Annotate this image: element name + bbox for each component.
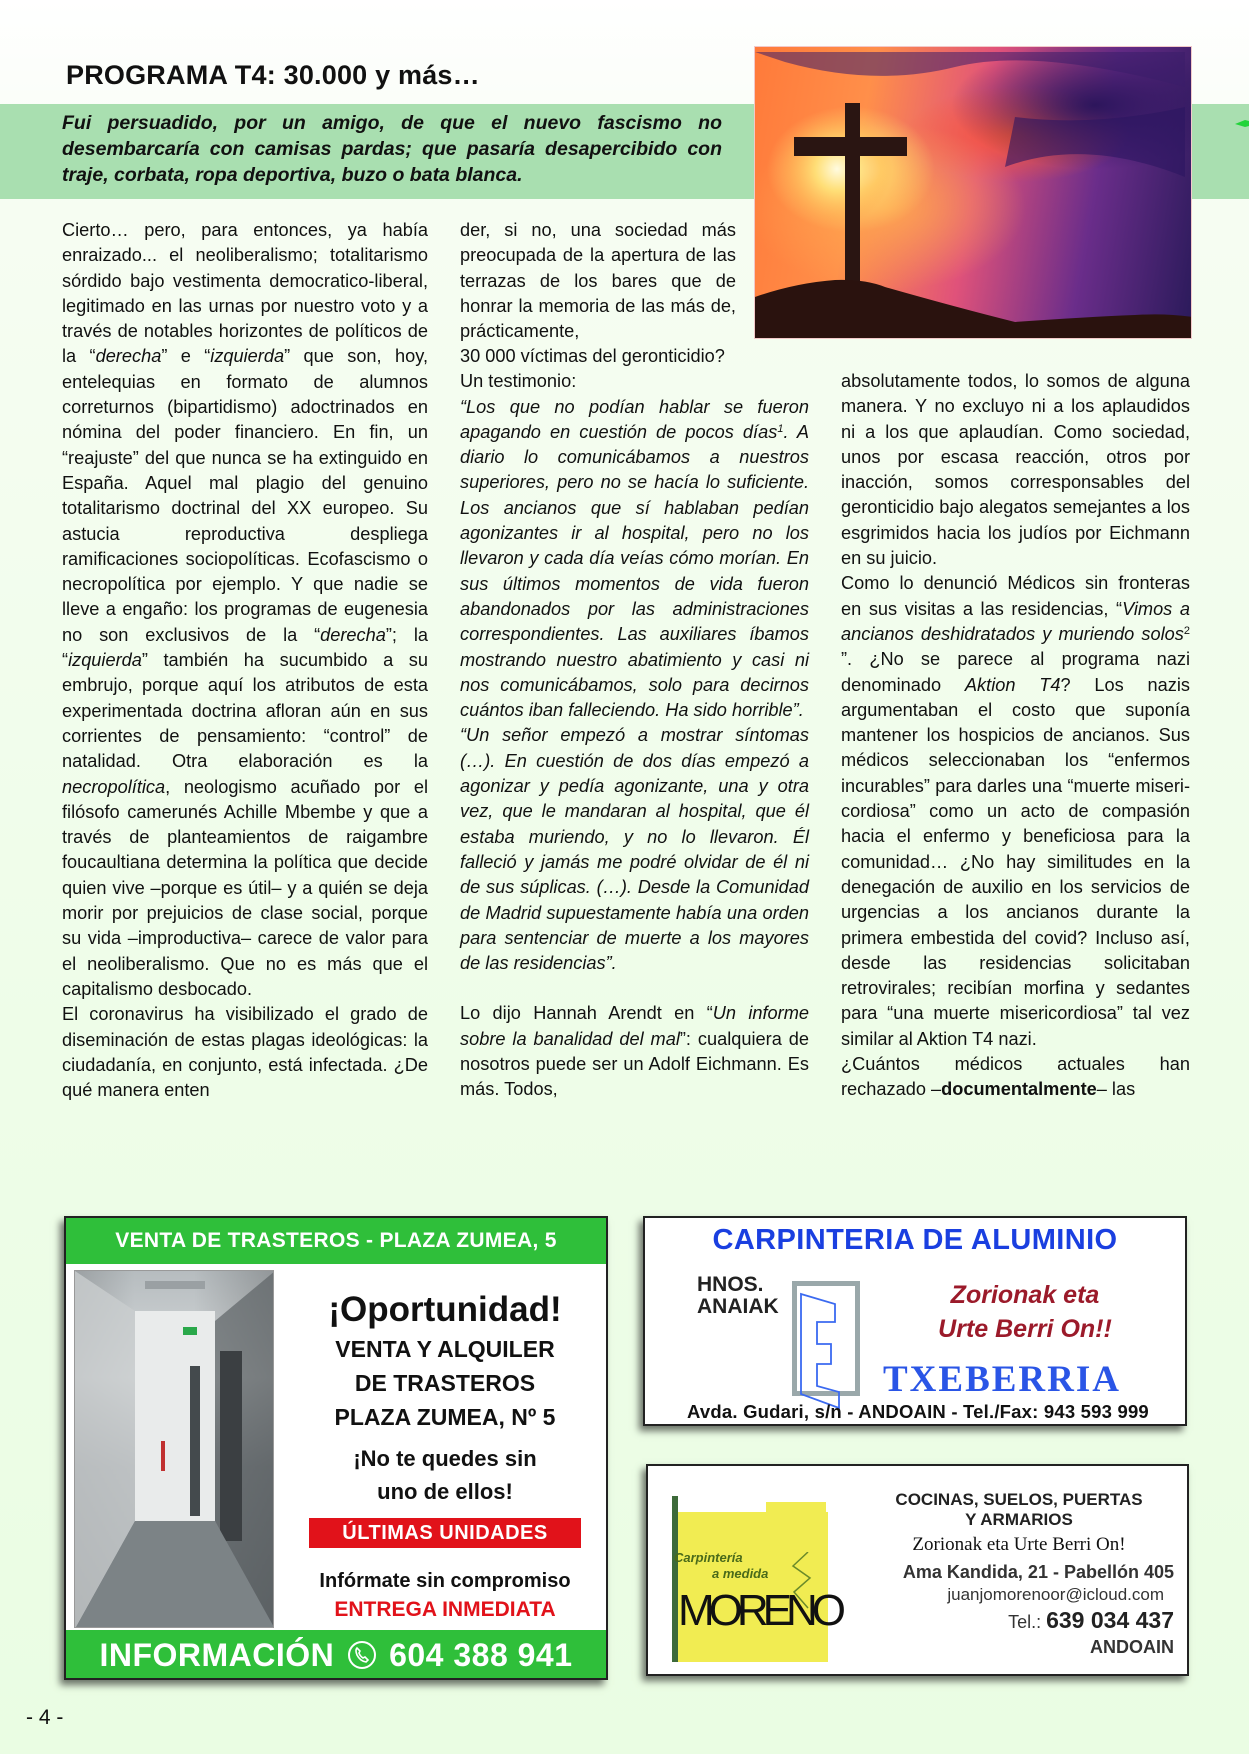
article-title: PROGRAMA T4: 30.000 y más… (66, 60, 480, 90)
article-lede: Fui persuadido, por un amigo, de que el nuevo fascismo no desembarcaría con camisas pardas; que pasaría desapercibido con traje, corbata, ropa deportiva, buzo o bata blanca. (62, 112, 722, 186)
moreno-logotype: MORENO (678, 1586, 840, 1635)
green-arrow-icon (1235, 117, 1249, 131)
paragraph: 30 000 víctimas del geronticidio? (460, 346, 725, 366)
article-column-3 (841, 369, 1190, 1103)
ad-trasteros-copy: ¡Oportunidad! VENTA Y ALQUILER DE TRASTEROS PLAZA ZUMEA, Nº 5 ¡No te quedes sin uno de ellos! ÚLTIMAS UNIDADES Infórmate sin compromiso ENTREGA INMEDIATA (286, 1270, 604, 1624)
ad-trasteros-footer: INFORMACIÓN 604 388 941 (66, 1630, 606, 1678)
ad-carpinteria-moreno[interactable] (646, 1464, 1189, 1676)
testimony-quote-1: “Los que no podían hablar se fueron apagando en cuestión de pocos días$^1$. A diario lo comunicábamos a nuestros superiores, pero no se hacía lo suficiente. Los ancianos que sí hablaban pedían agonizantes ir al hospital, pero no los llevaron y cada día veías cómo morían. En sus últimos momentos de vida fueron abandonados por las administraciones correspondientes. Las auxiliares íbamos mostrando nuestro abatimiento y casi ni nos comunicábamos, solo para decirnos cuántos iban falleciendo. Ha sido horrible”. (460, 396, 810, 721)
last-units-badge: ÚLTIMAS UNIDADES (309, 1518, 581, 1548)
article-column-2-top (460, 218, 736, 344)
article-column-2 (460, 344, 809, 1103)
page-number: - 4 - (26, 1706, 64, 1729)
cross-silhouette-icon (755, 47, 1192, 339)
paragraph: Lo dijo Hannah Arendt en “Un informe sobre la banalidad del mal”: cualquiera de nosotros puede ser un Adolf Eichmann. Es más. Todos, (460, 1003, 809, 1100)
phone-number[interactable]: Tel.: 639 034 437 (1008, 1607, 1174, 1633)
footnote-ref-1: 1 (777, 422, 784, 435)
corridor-photo (74, 1270, 274, 1628)
paragraph: El coronavirus ha visibilizado el grado de diseminación de estas plagas ideológicas: la ciudadanía, en conjunto, está infectada. ¿De qué manera enten (62, 1004, 428, 1101)
paragraph: der, si no, una sociedad más preocupada de la apertura de las terrazas de los bares que de honrar la memoria de las más de, prácticamente, (460, 220, 736, 342)
ad-alum-greeting: Zorionak eta Urte Berri On!! (938, 1281, 1112, 1343)
paragraph: absolutamente todos, lo somos de alguna manera. Y no excluyo ni a los aplaudidos ni a los que aplaudían. Como sociedad, unos por escasa reacción, otros por inacción, somos corresponsables del geronticidio bajo alegatos semejantes a los esgrimidos hacia los judíos por Eichmann en su juicio. (841, 371, 1190, 569)
paragraph: Como lo denunció Médicos sin fronteras en sus visitas a las residencias, “Vimos a ancianos deshidratados y muriendo solos$^2$ ”. ¿No se parece al programa nazi denominado Aktion T4? Los nazis argumentaban el costo que suponía mantener los hospicios de ancianos. Sus médicos seleccionaban los “enfermos incurables” para darles una “muerte misericordiosa” como un acto de compasión hacia el enfermo y beneficiosa para la comunidad… ¿No hay similitudes en la denegación de auxilio en los servicios de urgencias a los ancianos durante la primera embestida del covid? Incluso así, desde las residencias solicitaban retrovirales; recibían morfina y sedantes para “una muerte misericordiosa” tal vez similar al Aktion T4 nazi. (841, 573, 1190, 1049)
phone-icon (348, 1641, 376, 1669)
moreno-logo: Carpintería a medida MORENO (666, 1502, 834, 1666)
door-logo-icon (792, 1281, 860, 1396)
corridor-illustration-icon (75, 1271, 274, 1628)
ad-carpinteria-aluminio[interactable] (643, 1216, 1187, 1426)
ad-alum-address: Avda. Gudari, s/n - ANDOAIN - Tel./Fax: 943 593 999 (687, 1401, 1149, 1422)
footnote-ref-2: 2 (1183, 624, 1190, 637)
email-link[interactable]: juanjomorenoor@icloud.com (947, 1585, 1164, 1604)
ad-trasteros-header: VENTA DE TRASTEROS - PLAZA ZUMEA, 5 (66, 1218, 606, 1264)
paragraph: ¿Cuántos médicos actuales han rechazado –documentalmente– las (841, 1054, 1190, 1100)
testimony-quote-2: “Un señor empezó a mostrar síntomas (…). En cuestión de dos días empezó a agonizar y pedía agonizante, una y otra vez, que le mandaran al hospital, que él estaba muriendo, y no lo llevaron. Él falleció y jamás me podré olvidar de él ni de sus súplicas. (…). Desde la Comunidad de Madrid supuestamente había una orden para sentenciar de muerte a los mayores de las residencias”. (460, 725, 809, 974)
ad-alum-hnos: HNOS. ANAIAK (697, 1273, 779, 1318)
paragraph: Un testimonio: (460, 371, 577, 392)
hero-photo-cross-sunset (754, 46, 1192, 339)
pencil-icon (672, 1496, 678, 1662)
ad-alum-brand: TXEBERRIA (883, 1359, 1121, 1400)
headline: ¡Oportunidad! (328, 1290, 562, 1329)
ad-alum-title: CARPINTERIA DE ALUMINIO (712, 1224, 1118, 1256)
article-column-1 (62, 218, 428, 1103)
phone-number[interactable]: 604 388 941 (389, 1637, 573, 1673)
ad-moreno-copy: COCINAS, SUELOS, PUERTAS Y ARMARIOS Zorionak eta Urte Berri On! Ama Kandida, 21 - Pabellón 405 juanjomorenoor@icloud.com Tel.: 639 034 437 ANDOAIN (844, 1490, 1174, 1658)
paragraph: Cierto… pero, para entonces, ya había enraizado... el neoliberalismo; totalitarismo sórdido bajo vestimenta democratico-liberal, legitimado en las urnas por nuestro voto y a través de notables horizontes de políticos de la “derecha” e “izquierda” que son, hoy, entelequias en formato de alumnos correturnos (bipartidismo) adoctrinados en nómina del poder financiero. En fin, un “reajuste” del que nunca se ha extinguido en España. Aquel mal plagio del genuino totalitarismo doctrinal del XX europeo. Su astucia reproductiva despliega ramificaciones sociopolíticas. Ecofascismo o necropolítica por ejemplo. Y que nadie se lleve a engaño: los programas de eugenesia no son exclusivos de la “derecha”; la “izquierda” también ha sucumbido a su embrujo, porque aquí los atributos de esta experimentada doctrina afloran aún en sus corrientes de pensamiento: “control” de natalidad. Otra elaboración es la necropolítica, neologismo acuñado por el filósofo camerunés Achille Mbembe y que a través de planteamientos de raigambre foucaultiana determina la política que decide quien vive –porque es útil– y a quién se deja morir por prejuicios de clase social, porque su vida –improductiva– carece de valor para el neoliberalismo. Que no es más que el capitalismo desbocado. (62, 220, 428, 999)
ad-trasteros[interactable] (64, 1216, 608, 1680)
